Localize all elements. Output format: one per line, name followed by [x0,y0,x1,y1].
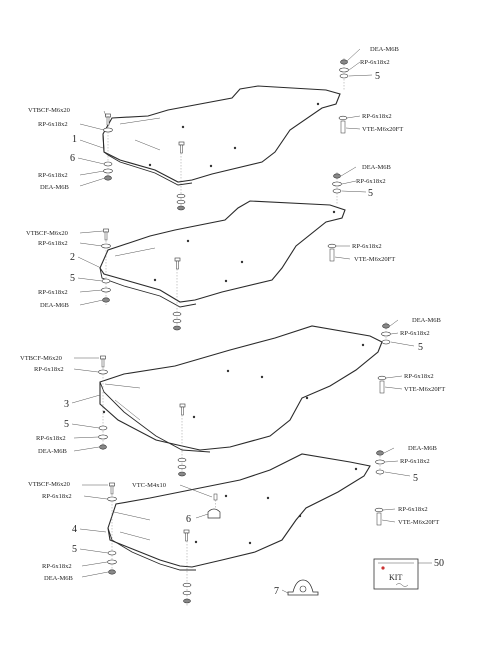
bolt-icon [104,229,109,240]
washer-icon [177,194,185,198]
label-top-right-washer-2: RP-6x18x2 [356,178,386,185]
label-top-right-washer-3: RP-6x18x2 [400,330,430,337]
nut-icon [341,60,348,64]
washer-icon [378,376,386,380]
label-top-right-washer-4: RP-6x18x2 [400,458,430,465]
label-right-washer-4: RP-6x18x2 [398,506,428,513]
label-left-nut-4: DEA-M6B [44,575,73,582]
washer-icon [382,332,391,336]
nut-icon [105,176,112,180]
nut-icon [383,324,390,328]
label-left-washer-4: RP-6x18x2 [42,563,72,570]
skid-plate-group-2 [26,164,395,332]
label-left-nut-3: DEA-M6B [38,448,67,455]
spacer-icon [340,74,348,78]
bolt-icon [110,483,115,494]
label-left-washer-1: RP-6x18x2 [38,172,68,179]
label-left-washer-3: RP-6x18x2 [36,435,66,442]
label-right-bolt-3: VTE-M6x20FT [404,386,446,393]
washer-icon [183,583,191,587]
label-top-right-spacer-2: 5 [368,188,373,199]
label-top-right-nut-4: DEA-M6B [408,445,437,452]
label-part-3: 3 [64,399,69,410]
spacer-icon [108,551,116,555]
label-left-washer-2: RP-6x18x2 [38,289,68,296]
nut-icon [100,445,107,449]
bolt-icon [380,381,384,393]
label-left-nut-2: DEA-M6B [40,302,69,309]
label-part-2: 2 [70,252,75,263]
washer-icon [99,435,108,439]
nut-icon [377,451,384,455]
label-top-right-spacer-1: 5 [375,71,380,82]
hardware-kit [374,558,444,589]
spacer-icon [382,340,390,344]
washer-icon [108,497,117,501]
label-part-4: 4 [72,524,77,535]
label-top-left-washer-3: RP-6x18x2 [34,366,64,373]
spacer-icon [104,162,112,166]
washer-icon [178,458,186,462]
nut-icon [103,298,110,302]
label-top-left-bolt-1: VTBCF-M6x20 [28,107,70,114]
washer-icon [178,465,186,469]
label-part-1: 1 [72,134,77,145]
label-clamp-part: 7 [274,586,279,597]
washer-icon [375,508,383,512]
label-left-spacer-4: 5 [72,544,77,555]
label-left-spacer-3: 5 [64,419,69,430]
skid-plate-group-1 [28,46,403,210]
spacer-icon [99,426,107,430]
bolt-icon [101,356,106,367]
label-top-left-bolt-2: VTBCF-M6x20 [26,230,68,237]
skid-plate-4 [108,454,370,567]
label-top-right-washer-1: RP-6x18x2 [360,59,390,66]
nut-icon [179,472,186,476]
washer-icon [177,200,185,204]
washer-icon [173,319,181,323]
washer-icon [183,591,191,595]
washer-icon [333,182,342,186]
label-kit-part: 50 [434,558,444,569]
label-right-washer-1: RP-6x18x2 [362,113,392,120]
label-top-left-bolt-3: VTBCF-M6x20 [20,355,62,362]
label-right-bolt-1: VTE-M6x20FT [362,126,404,133]
label-left-spacer-2: 5 [70,273,75,284]
bolt-icon [330,249,334,261]
label-top-right-spacer-4: 5 [413,473,418,484]
spacer-icon [102,279,110,283]
label-top-left-washer-2: RP-6x18x2 [38,240,68,247]
nut-icon [174,326,181,330]
washer-icon [108,560,117,564]
bolt-icon [377,513,381,525]
nut-icon [178,206,185,210]
label-left-spacer-1: 6 [70,153,75,164]
washer-icon [102,244,111,248]
label-top-left-bolt-4: VTBCF-M6x20 [28,481,70,488]
washer-icon [102,288,111,292]
label-top-right-nut-3: DEA-M6B [412,317,441,324]
nut-icon [334,174,341,178]
label-top-left-washer-1: RP-6x18x2 [38,121,68,128]
label-right-washer-3: RP-6x18x2 [404,373,434,380]
label-right-washer-2: RP-6x18x2 [352,243,382,250]
label-clip-part: 6 [186,514,191,525]
label-top-right-spacer-3: 5 [418,342,423,353]
label-clip-bolt: VTC-M4x10 [132,482,166,489]
label-top-right-nut-1: DEA-M6B [370,46,399,53]
label-right-bolt-2: VTE-M6x20FT [354,256,396,263]
bolt-icon [341,121,345,133]
label-right-bolt-4: VTE-M6x20FT [398,519,440,526]
washer-icon [328,244,336,248]
nut-icon [109,570,116,574]
washer-icon [99,370,108,374]
spacer-icon [376,470,384,474]
kit-bag-label: KIT [389,573,403,582]
washer-icon [104,169,113,173]
washer-icon [376,460,385,464]
label-top-right-nut-2: DEA-M6B [362,164,391,171]
washer-icon [340,68,349,72]
label-top-left-washer-4: RP-6x18x2 [42,493,72,500]
washer-icon [339,116,347,120]
skid-plate-3 [100,326,382,450]
label-left-nut-1: DEA-M6B [40,184,69,191]
nut-icon [184,599,191,603]
spacer-icon [333,189,341,193]
clamp-part-7 [274,580,318,597]
washer-icon [104,128,113,132]
washer-icon [173,312,181,316]
